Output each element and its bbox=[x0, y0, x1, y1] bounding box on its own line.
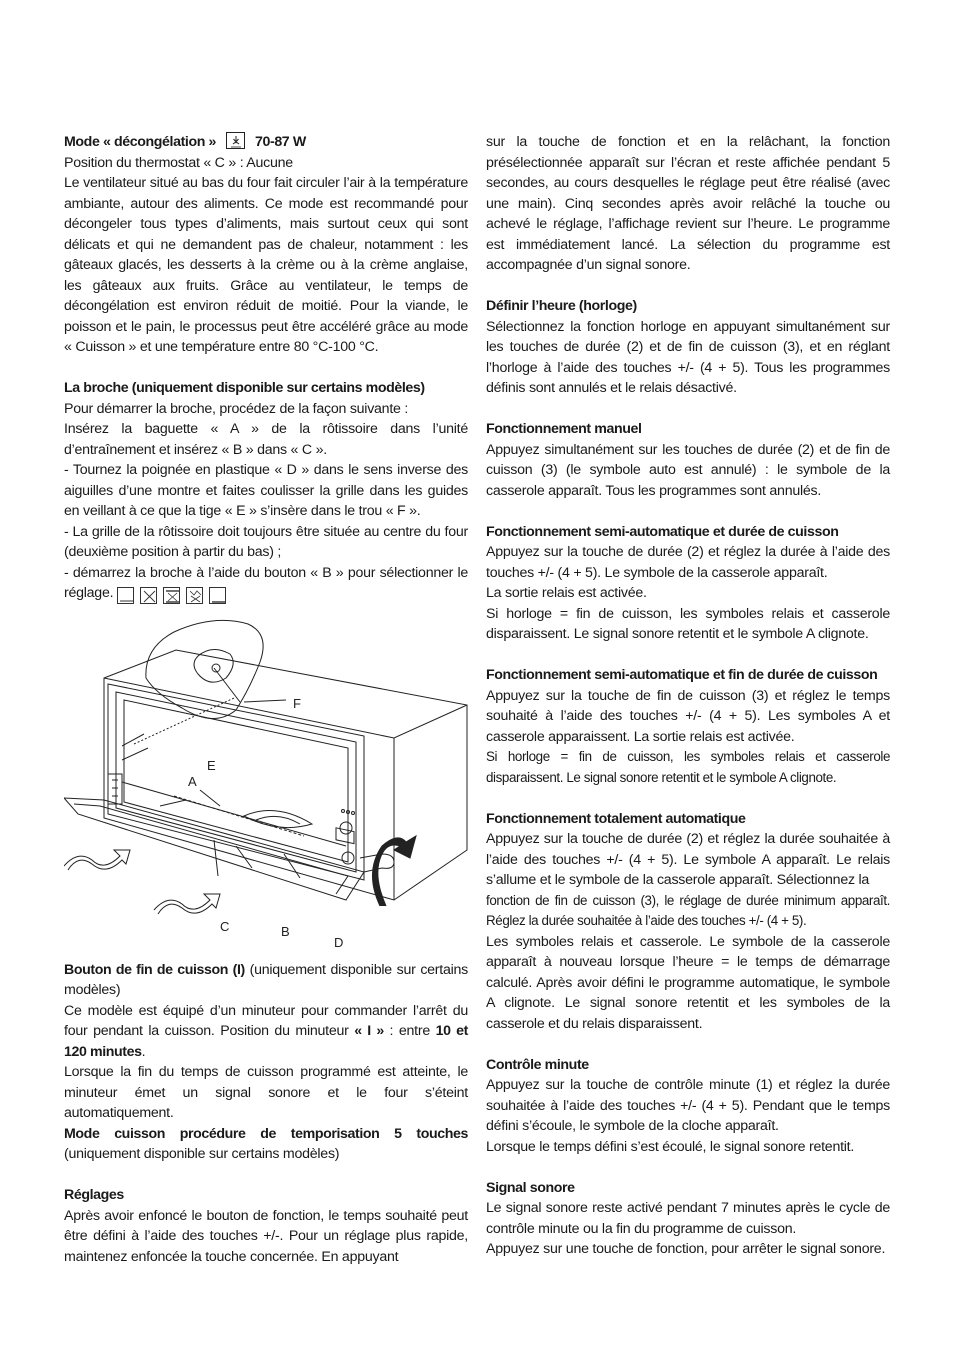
diagram-label-e: E bbox=[207, 757, 216, 773]
minute-body-2: Lorsque le temps défini s’est écoulé, le signal sonore retentit. bbox=[486, 1138, 855, 1155]
diagram-label-c: C bbox=[220, 918, 230, 934]
semi-duration-line-2: La sortie relais est activée. bbox=[486, 585, 647, 601]
spit-line-2: Insérez la baguette « A » de la rôtissoire dans l’unité d’entraînement et insérez « B » dans « C ». bbox=[64, 421, 468, 458]
semi-duration-line-3: Si horloge = fin de cuisson, les symboles relais et casserole disparaissent. Le signal sonore retentit et le symbole A clignote. bbox=[486, 605, 890, 642]
full-auto-small: fonction de fin de cuisson (3), le réglage de durée minimum apparaît. Réglez la durée souhaitée à l’aide des touches +/- (4 + 5). bbox=[486, 892, 890, 928]
defrost-body: Le ventilateur situé au bas du four fait circuler l’air à la température ambiante, autour des aliments. Ce mode est recommandé pour décongeler tous types d’aliments, mais surtout ceux qui sont délicats et qui ne demandent pas de chaleur, notamment : les gâteaux glacés, les desserts à la crème ou à la crème anglaise, les gâteaux aux fruits. Grâce au ventilateur, le temps de décongélation est environ réduit de moitié. Pour la viande, le poisson et le pain, le processus peut être accéléré grâce au mode « Cuisson » et une température entre 80 °C-100 °C. bbox=[64, 175, 468, 355]
defrost-thermostat: Position du thermostat « C » : Aucune bbox=[64, 154, 293, 171]
beep-body-2: Appuyez sur une touche de fonction, pour arrêter le signal sonore. bbox=[486, 1241, 886, 1257]
clock-title: Définir l’heure (horloge) bbox=[486, 298, 637, 314]
spit-line-4: - La grille de la rôtissoire doit toujours être située au centre du four (deuxième position à partir du bas) ; bbox=[64, 523, 468, 560]
end-button-body-2: Lorsque la fin du temps de cuisson programmé est atteinte, le minuteur émet un signal sonore et le four s’éteint automatiquement. bbox=[64, 1064, 468, 1121]
manual-body: Appuyez simultanément sur les touches de durée (2) et de fin de cuisson (3) (le symbole auto est annulé) : le symbole de la casserole apparaît. Tous les programmes sont annulés. bbox=[486, 441, 890, 499]
spit-title: La broche (uniquement disponible sur certains modèles) bbox=[64, 380, 425, 396]
setting-blank-icon bbox=[117, 587, 134, 604]
spit-line-1: Pour démarrer la broche, procédez de la façon suivante : bbox=[64, 400, 409, 417]
spit-line-3: - Tournez la poignée en plastique « D » dans le sens inverse des aiguilles d’une montre et faites coulisser la grille dans les guides en veillant à ce que la tige « E » s’insère dans le trou « F ». bbox=[64, 462, 468, 519]
defrost-power: 70-87 W bbox=[255, 134, 306, 150]
defrost-heading bbox=[64, 132, 468, 153]
end-button-heading bbox=[64, 960, 468, 1001]
five-keys-title: Mode cuisson procédure de temporisation 5 touches bbox=[64, 1125, 468, 1142]
diagram-label-b: B bbox=[281, 923, 290, 939]
settings-title: Réglages bbox=[64, 1187, 124, 1203]
setting-bottom-icon bbox=[209, 587, 226, 604]
right-column bbox=[486, 132, 890, 1260]
end-button-title-suffix: (uniquement disponible sur certains modèles) bbox=[64, 961, 469, 998]
spit-line-5: - démarrez la broche à l’aide du bouton « B » pour sélectionner le réglage. bbox=[64, 564, 468, 601]
full-auto-title: Fonctionnement totalement automatique bbox=[486, 810, 746, 827]
setting-top-bottom-icon bbox=[163, 587, 180, 604]
diagram-label-a: A bbox=[188, 773, 197, 789]
full-auto-body-1: Appuyez sur la touche de durée (2) et réglez la durée souhaitée à l’aide des touches +/- (4 + 5). Le symbole A apparaît. Le relais s’allume et le symbole de la casserole apparaît. Sélectionnez la bbox=[486, 831, 890, 888]
semi-end-title: Fonctionnement semi-automatique et fin de durée de cuisson bbox=[486, 667, 878, 683]
beep-title: Signal sonore bbox=[486, 1179, 575, 1196]
defrost-title: Mode « décongélation » bbox=[64, 134, 217, 150]
diagram-label-f: F bbox=[293, 695, 301, 711]
settings-continuation: sur la touche de fonction et en la relâchant, la fonction présélectionnée apparaît sur l’écran et reste affichée pendant 5 secondes, au cours desquelles le réglage peut être réalisé (avec une main). Cinq secondes après avoir relâché la touche ou achevé le réglage, l’affichage revient sur l’heure. Le programme est immédiatement lancé. La sélection du programme est accompagnée d’un signal sonore. bbox=[486, 134, 890, 273]
beep-body-1: Le signal sonore reste activé pendant 7 minutes après le cycle de contrôle minute ou la fin du programme de cuisson. bbox=[486, 1200, 890, 1237]
defrost-fan-icon bbox=[226, 132, 245, 149]
semi-duration-line-1: Appuyez sur la touche de durée (2) et réglez la durée à l’aide des touches +/- (4 + 5). Le symbole de la casserole apparaît. bbox=[486, 544, 890, 581]
end-button-text-2: : entre bbox=[383, 1023, 436, 1039]
spit-line-5-wrap bbox=[64, 563, 468, 606]
semi-end-small: Si horloge = fin de cuisson, les symboles relais et casserole disparaissent. Le signal sonore retentit et le symbole A clignote. bbox=[486, 749, 890, 785]
setting-fan-icon bbox=[140, 587, 157, 604]
end-button-text-3: . bbox=[141, 1043, 146, 1060]
setting-grill-fan-icon bbox=[186, 587, 203, 604]
end-button-timer-position: « I » bbox=[354, 1023, 384, 1039]
spit-setting-icons bbox=[117, 585, 232, 606]
end-button-title: Bouton de fin de cuisson (I) bbox=[64, 961, 245, 978]
end-button-range: 10 et 120 minutes bbox=[64, 1023, 468, 1060]
full-auto-body-2: Les symboles relais et casserole. Le symbole de la casserole apparaît à nouveau lorsque l’heure = le temps de démarrage calculé. Après avoir défini le programme automatique, le symbole A clignote. Le signal sonore retentit et les symboles de la casserole et du relais disparaissent. bbox=[486, 933, 890, 1032]
left-column bbox=[64, 132, 468, 1267]
five-keys-heading bbox=[64, 1124, 468, 1165]
manual-title: Fonctionnement manuel bbox=[486, 421, 642, 437]
settings-body: Après avoir enfoncé le bouton de fonction, le temps souhaité peut être défini à l’aide des touches +/-. Pour un réglage plus rapide, maintenez enfoncée la touche concernée. En appuyant bbox=[64, 1207, 468, 1265]
rotisserie-diagram bbox=[64, 610, 468, 960]
clock-body: Sélectionnez la fonction horloge en appuyant simultanément sur les touches de durée (2) et de fin de cuisson (3), et en réglant l’horloge à l’aide des touches +/- (4 + 5). Tous les programmes définis sont annulés et le relais désactivé. bbox=[486, 318, 890, 396]
minute-body-1: Appuyez sur la touche de contrôle minute (1) et réglez la durée souhaitée à l’aide des touches +/- (4 + 5). Pendant que le temps défini s’écoule, le symbole de la cloche apparaît. bbox=[486, 1077, 890, 1134]
semi-duration-title: Fonctionnement semi-automatique et durée de cuisson bbox=[486, 523, 839, 540]
end-button-text-1: Ce modèle est équipé d’un minuteur pour commander l’arrêt du four pendant la cuisson. Position du minuteur bbox=[64, 1002, 468, 1039]
minute-title: Contrôle minute bbox=[486, 1056, 589, 1073]
semi-end-body: Appuyez sur la touche de fin de cuisson (3) et réglez le temps souhaité à l’aide des touches +/- (4 + 5). Les symboles A et casserole apparaissent. La sortie relais est activée. bbox=[486, 687, 890, 745]
diagram-label-d: D bbox=[334, 934, 344, 950]
five-keys-suffix: (uniquement disponible sur certains modèles) bbox=[64, 1146, 340, 1162]
oven-drawing bbox=[64, 610, 468, 960]
end-button-body-1 bbox=[64, 1001, 468, 1063]
